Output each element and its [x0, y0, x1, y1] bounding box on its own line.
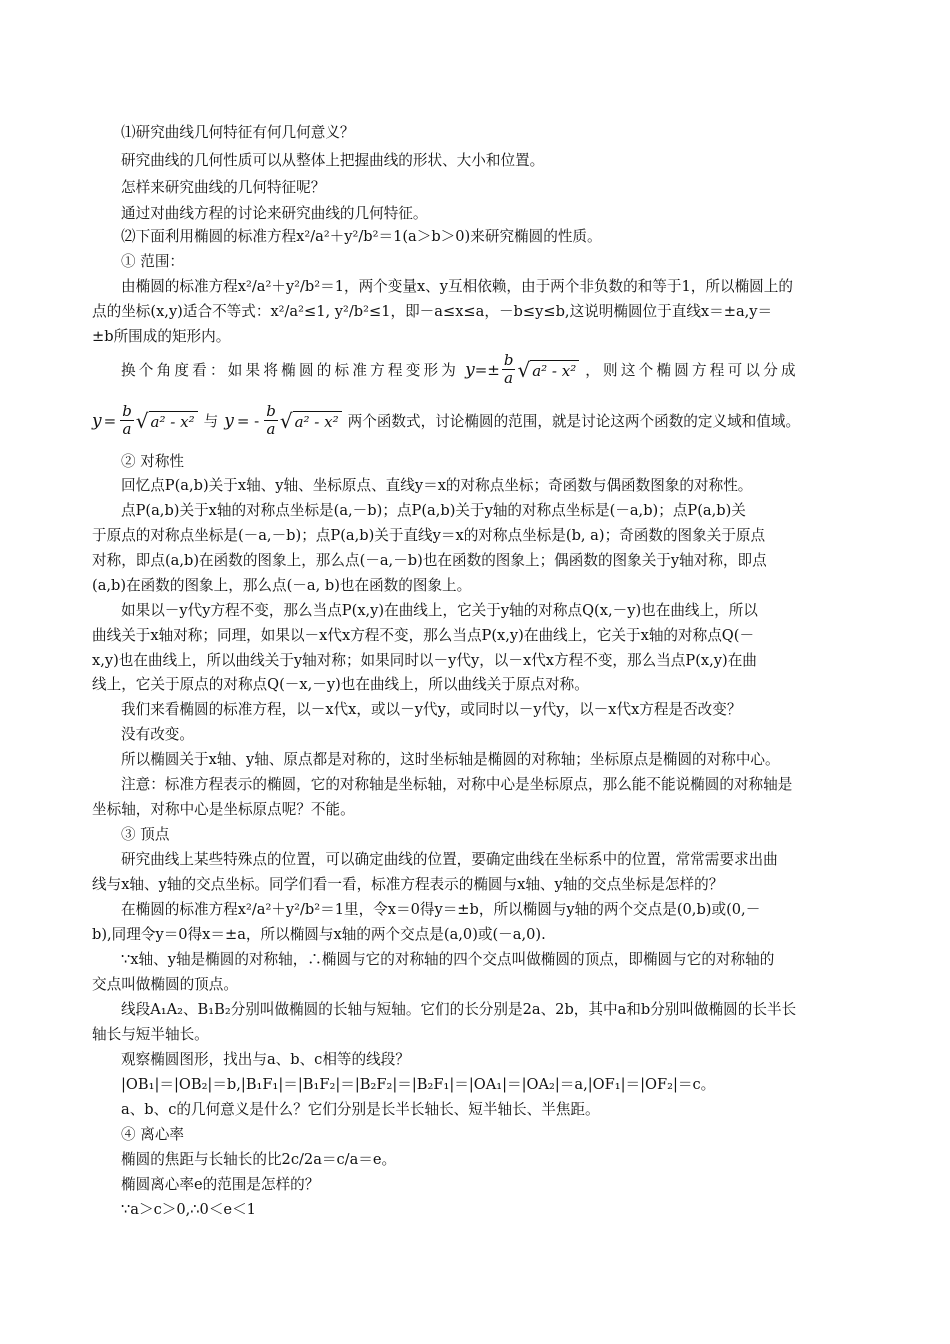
radical-icon: √ [517, 357, 531, 382]
equation-2 [224, 403, 341, 438]
denominator: a [266, 420, 276, 438]
radical-icon: √ [135, 408, 149, 433]
text-line: 于原点的对称点坐标是(－a,－b)；点P(a,b)关于直线y＝x的对称点坐标是(b, a)；奇函数的图象关于原点 [92, 527, 766, 544]
text-line: ③ 顶点 [121, 826, 170, 843]
var-y: y [465, 359, 475, 380]
text-line: ±b所围成的矩形内。 [92, 328, 231, 345]
text-line: 在椭圆的标准方程x²/a²＋y²/b²＝1里，令x＝0得y＝±b，所以椭圆与y轴的两个交点是(0,b)或(0,－ [121, 901, 761, 918]
sqrt [517, 358, 579, 382]
text-line: 线与x轴、y轴的交点坐标。同学们看一看，标准方程表示的椭圆与x轴、y轴的交点坐标是怎样的？ [92, 876, 724, 893]
text-line: 怎样来研究曲线的几何特征呢？ [121, 179, 326, 196]
text-line: 注意：标准方程表示的椭圆，它的对称轴是坐标轴，对称中心是坐标原点，那么能不能说椭圆的对称轴是 [121, 776, 793, 793]
math-line-2 [92, 403, 800, 438]
conjunction: 与 [203, 413, 219, 430]
math-line-1-post: ，则这个椭圆方程可以分成 [585, 362, 799, 379]
text-line: 椭圆离心率e的范围是怎样的？ [121, 1176, 320, 1193]
text-line: 观察椭圆图形，找出与a、b、c相等的线段？ [121, 1051, 410, 1068]
sign: =± [474, 360, 500, 379]
denominator: a [122, 420, 132, 438]
text-line: x,y)也在曲线上，所以曲线关于y轴对称；如果同时以－y代y，以－x代x方程不变，那么当点P(x,y)在曲 [92, 652, 757, 669]
text-line: 坐标轴，对称中心是坐标原点呢？不能。 [92, 801, 355, 818]
text-line: 回忆点P(a,b)关于x轴、y轴、坐标原点、直线y＝x的对称点坐标；奇函数与偶函数图象的对称性。 [121, 477, 753, 494]
text-line: 线上，它关于原点的对称点Q(－x,－y)也在曲线上，所以曲线关于原点对称。 [92, 676, 589, 693]
var-y: y [224, 410, 234, 431]
text-line: 我们来看椭圆的标准方程，以－x代x，或以－y代y，或同时以－y代y，以－x代x方程是否改变？ [121, 701, 742, 718]
text-line: 对称，即点(a,b)在函数的图象上，那么点(－a,－b)也在函数的图象上；偶函数的图象关于y轴对称，即点 [92, 552, 767, 569]
radical-icon: √ [279, 408, 293, 433]
sign: = [103, 411, 117, 430]
text-line: 交点叫做椭圆的顶点。 [92, 976, 238, 993]
text-line: 椭圆的焦距与长轴长的比2c/2a＝c/a＝e。 [121, 1151, 397, 1168]
text-line: ① 范围： [121, 253, 185, 270]
text-line: 点P(a,b)关于x轴的对称点坐标是(a,－b)；点P(a,b)关于y轴的对称点坐标是(－a,b)；点P(a,b)关 [121, 502, 746, 519]
denominator: a [504, 369, 514, 387]
text-line: ⑵下面利用椭圆的标准方程x²/a²＋y²/b²＝1(a＞b＞0)来研究椭圆的性质。 [121, 228, 602, 245]
fraction [264, 403, 278, 438]
text-line: ⑴研究曲线几何特征有何几何意义？ [121, 124, 355, 141]
text-line: 研究曲线上某些特殊点的位置，可以确定曲线的位置，要确定曲线在坐标系中的位置，常常需要求出曲 [121, 851, 778, 868]
text-line: 研究曲线的几何性质可以从整体上把握曲线的形状、大小和位置。 [121, 152, 545, 169]
text-line: (a,b)在函数的图象上，那么点(－a, b)也在函数的图象上。 [92, 577, 472, 594]
math-line-1 [121, 352, 799, 387]
numerator: b [503, 351, 514, 369]
text-line: ② 对称性 [121, 453, 185, 470]
radicand: a² - x² [149, 411, 198, 431]
math-line-2-post: 两个函数式，讨论椭圆的范围，就是讨论这两个函数的定义域和值域。 [347, 413, 801, 430]
text-line: 通过对曲线方程的讨论来研究曲线的几何特征。 [121, 205, 428, 222]
text-line: 轴长与短半轴长。 [92, 1026, 209, 1043]
text-line: b),同理令y＝0得x＝±a，所以椭圆与x轴的两个交点是(a,0)或(－a,0). [92, 926, 546, 943]
equation [465, 352, 579, 387]
text-line: 所以椭圆关于x轴、y轴、原点都是对称的，这时坐标轴是椭圆的对称轴；坐标原点是椭圆的对称中心。 [121, 751, 780, 768]
text-line: a、b、c的几何意义是什么？它们分别是长半长轴长、短半轴长、半焦距。 [121, 1101, 600, 1118]
radicand: a² - x² [530, 360, 579, 380]
var-y: y [92, 410, 102, 431]
text-line: ∵a＞c＞0,∴0＜e＜1 [121, 1201, 256, 1218]
text-line: 如果以－y代y方程不变，那么当点P(x,y)在曲线上，它关于y轴的对称点Q(x,－y)也在曲线上，所以 [121, 602, 758, 619]
text-line: 没有改变。 [121, 726, 194, 743]
text-line: 曲线关于x轴对称；同理，如果以－x代x方程不变，那么当点P(x,y)在曲线上，它关于x轴的对称点Q(－ [92, 627, 755, 644]
text-line: |OB₁|＝|OB₂|＝b,|B₁F₁|＝|B₁F₂|＝|B₂F₂|＝|B₂F₁|＝|OA₁|＝|OA₂|＝a,|OF₁|＝|OF₂|＝c。 [121, 1076, 716, 1093]
radicand: a² - x² [293, 411, 342, 431]
sqrt [280, 409, 342, 433]
text-line: ∵x轴、y轴是椭圆的对称轴，∴椭圆与它的对称轴的四个交点叫做椭圆的顶点，即椭圆与它的对称轴的 [121, 951, 775, 968]
fraction [120, 403, 134, 438]
math-line-1-pre: 换个角度看：如果将椭圆的标准方程变形为 [121, 362, 460, 379]
text-line: 点的坐标(x,y)适合不等式：x²/a²≤1, y²/b²≤1，即－a≤x≤a，－b≤y≤b,这说明椭圆位于直线x＝±a,y＝ [92, 303, 773, 320]
numerator: b [266, 402, 276, 420]
text-line: ④ 离心率 [121, 1126, 185, 1143]
fraction [502, 352, 516, 387]
equation-1 [92, 403, 198, 438]
numerator: b [122, 402, 132, 420]
sign: = - [236, 411, 260, 430]
text-line: 由椭圆的标准方程x²/a²＋y²/b²＝1，两个变量x、y互相依赖，由于两个非负数的和等于1，所以椭圆上的 [121, 278, 793, 295]
sqrt [136, 409, 198, 433]
text-line: 线段A₁A₂、B₁B₂分别叫做椭圆的长轴与短轴。它们的长分别是2a、2b，其中a和b分别叫做椭圆的长半长 [121, 1001, 797, 1018]
